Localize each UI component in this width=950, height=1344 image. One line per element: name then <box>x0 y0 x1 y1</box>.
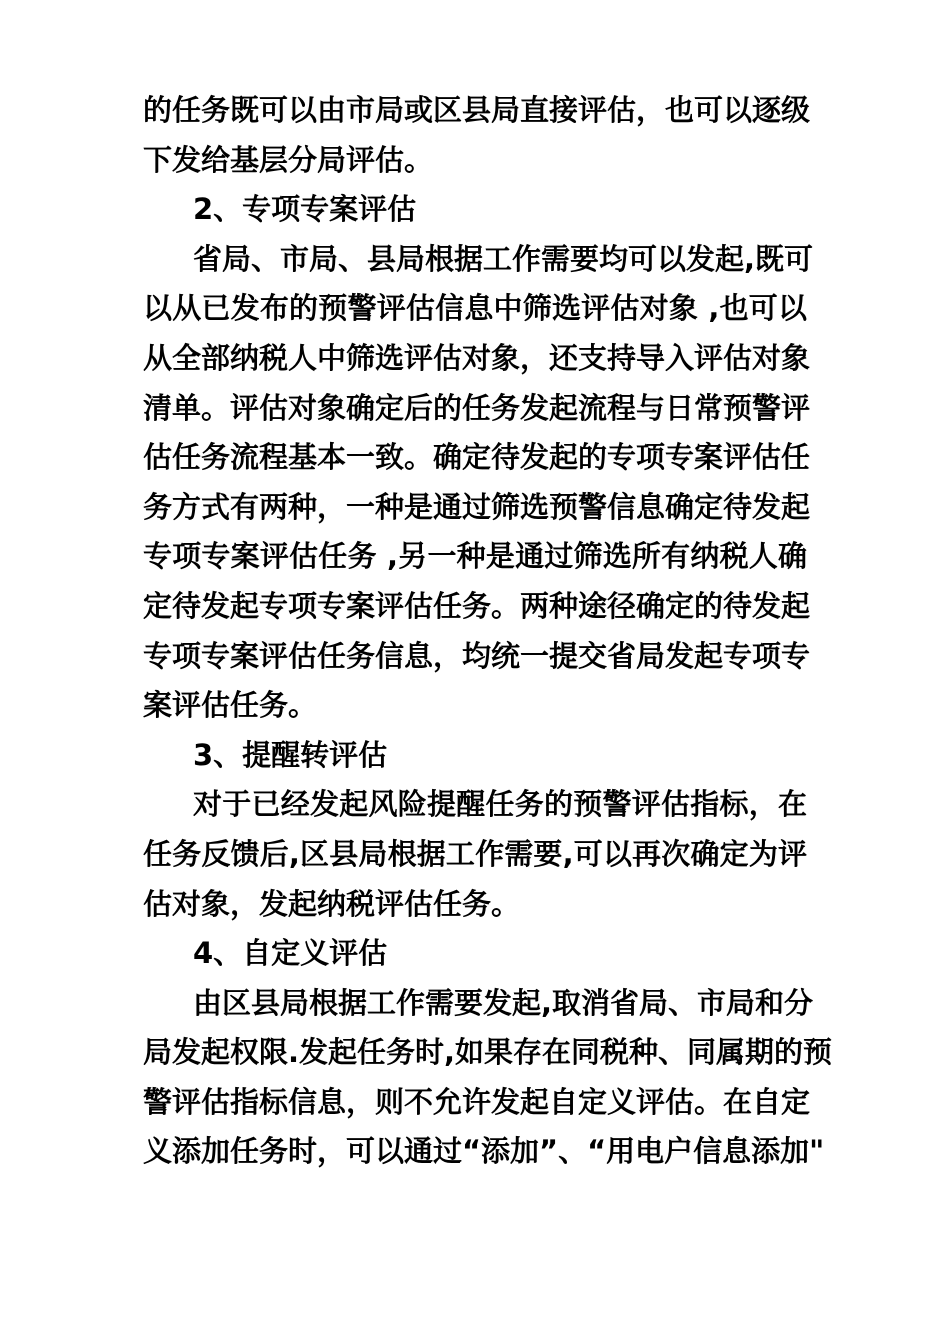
paragraph-line: 案评估任务。 <box>143 688 318 723</box>
paragraph-line: 从全部纳税人中筛选评估对象，还支持导入评估对象 <box>143 340 811 375</box>
paragraph-line: 由区县局根据工作需要发起,取消省局、市局和分 <box>193 985 814 1020</box>
paragraph-line: 对于已经发起风险提醒任务的预警评估指标，在 <box>193 787 807 822</box>
paragraph-line: 务方式有两种，一种是通过筛选预警信息确定待发起 <box>143 489 811 524</box>
paragraph-line: 下发给基层分局评估。 <box>143 142 434 177</box>
paragraph-line: 专项专案评估任务信息，均统一提交省局发起专项专 <box>143 638 811 673</box>
paragraph-line: 清单。评估对象确定后的任务发起流程与日常预警评 <box>143 390 811 425</box>
section-heading: 2、专项专案评估 <box>193 192 417 227</box>
paragraph-line: 定待发起专项专案评估任务。两种途径确定的待发起 <box>143 588 811 623</box>
paragraph-line: 的任务既可以由市局或区县局直接评估，也可以逐级 <box>143 93 811 127</box>
paragraph-line: 义添加任务时，可以通过“添加”、“用电户信息添加" <box>143 1134 825 1169</box>
paragraph-line: 估对象，发起纳税评估任务。 <box>143 886 521 921</box>
document-body <box>143 86 833 1177</box>
paragraph-line: 专项专案评估任务 ,另一种是通过筛选所有纳税人确 <box>143 539 807 574</box>
paragraph-line: 警评估指标信息，则不允许发起自定义评估。在自定 <box>143 1084 811 1119</box>
paragraph-line: 省局、市局、县局根据工作需要均可以发起,既可 <box>193 241 814 276</box>
paragraph-line: 以从已发布的预警评估信息中筛选评估对象 ,也可以 <box>143 291 807 326</box>
paragraph-line: 估任务流程基本一致。确定待发起的专项专案评估任 <box>143 440 811 475</box>
section-heading: 3、提醒转评估 <box>193 737 388 772</box>
paragraph-line: 任务反馈后,区县局根据工作需要,可以再次确定为评 <box>143 836 807 871</box>
paragraph-line: 局发起权限.发起任务时,如果存在同税种、同属期的预 <box>143 1035 833 1070</box>
section-heading: 4、自定义评估 <box>193 936 388 971</box>
